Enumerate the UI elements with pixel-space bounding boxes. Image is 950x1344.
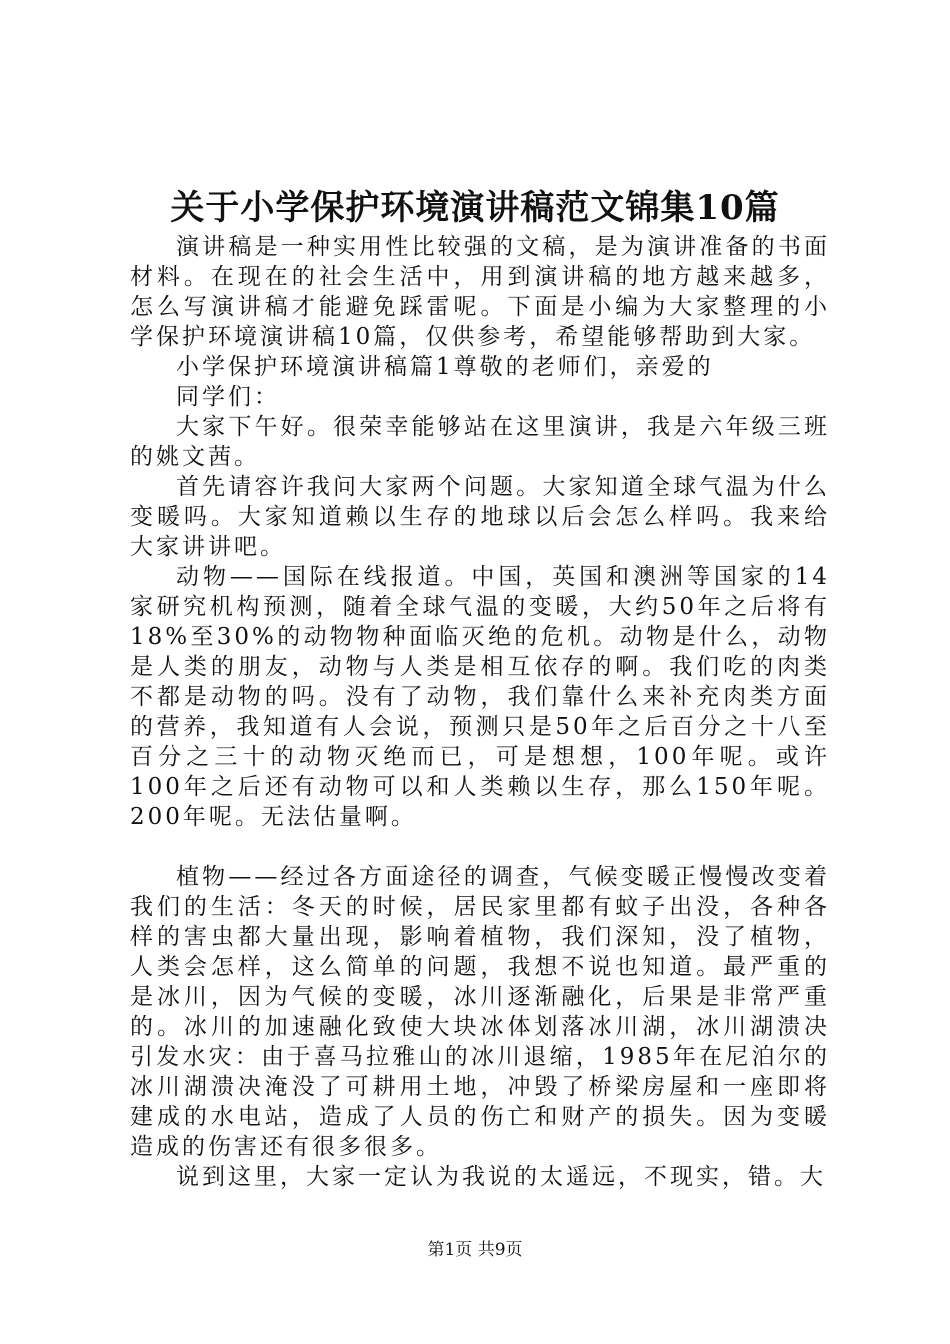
paragraph-closing: 说到这里，大家一定认为我说的太遥远，不现实，错。大 xyxy=(176,1164,826,1190)
paragraph-plants: 植物——经过各方面途径的调查，气候变暖正慢慢改变着我们的生活：冬天的时候，居民家里都有蚊子出没，各种各样的害虫都大量出现，影响着植物，我们深知，没了植物，人类会怎样，这么简单的问题，我想不说也知道。最严重的是冰川，因为气候的变暖，冰川逐渐融化，后果是非常严重的。冰川的加速融化致使大块冰体划落冰川湖，冰川湖溃决引发水灾：由于喜马拉雅山的冰川退缩，1985年在尼泊尔的冰川湖溃决淹没了可耕用土地，冲毁了桥梁房屋和一座即将建成的水电站，造成了人员的伤亡和财产的损失。因为变暖造成的伤害还有很多很多。 xyxy=(130,864,830,1160)
paragraph-salutation: 同学们： xyxy=(176,384,280,410)
paragraph-questions: 首先请容许我问大家两个问题。大家知道全球气温为什么变暖吗。大家知道赖以生存的地球以后会怎么样吗。我来给大家讲讲吧。 xyxy=(130,474,830,560)
page-footer: 第1页 共9页 xyxy=(427,1240,523,1260)
document-body xyxy=(130,232,830,1192)
paragraph-intro: 演讲稿是一种实用性比较强的文稿，是为演讲准备的书面材料。在现在的社会生活中，用到演讲稿的地方越来越多，怎么写演讲稿才能避免踩雷呢。下面是小编为大家整理的小学保护环境演讲稿10篇，仅供参考，希望能够帮助到大家。 xyxy=(130,234,830,350)
document-title: 关于小学保护环境演讲稿范文锦集10篇 xyxy=(170,188,780,228)
paragraph-speech-heading: 小学保护环境演讲稿篇1尊敬的老师们，亲爱的 xyxy=(176,354,714,380)
paragraph-animals: 动物——国际在线报道。中国，英国和澳洲等国家的14家研究机构预测，随着全球气温的变暖，大约50年之后将有18%至30%的动物物种面临灭绝的危机。动物是什么，动物是人类的朋友，动物与人类是相互依存的啊。我们吃的肉类不都是动物的吗。没有了动物，我们靠什么来补充肉类方面的营养，我知道有人会说，预测只是50年之后百分之十八至百分之三十的动物灭绝而已，可是想想，100年呢。或许100年之后还有动物可以和人类赖以生存，那么150年呢。200年呢。无法估量啊。 xyxy=(130,564,830,830)
paragraph-greeting: 大家下午好。很荣幸能够站在这里演讲，我是六年级三班的姚文茜。 xyxy=(130,414,830,470)
